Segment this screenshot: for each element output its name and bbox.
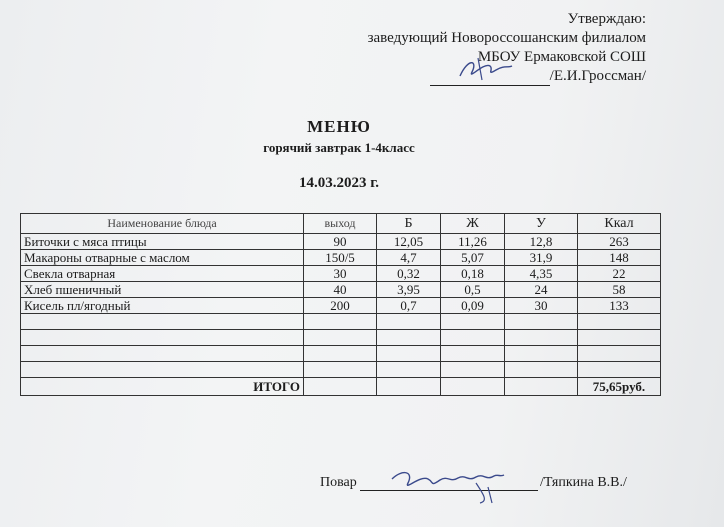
dish-kcal: 148: [578, 250, 661, 266]
table-row: [21, 282, 661, 298]
dish-carbs: 30: [505, 298, 578, 314]
dish-protein: 4,7: [377, 250, 441, 266]
document-subtitle: горячий завтрак 1-4класс: [263, 140, 415, 155]
dish-output: 30: [304, 266, 377, 282]
dish-kcal: 133: [578, 298, 661, 314]
table-header-row: [21, 214, 661, 234]
dish-fat: 5,07: [441, 250, 505, 266]
cook-label: Повар: [320, 475, 357, 490]
table-row: [21, 234, 661, 250]
dish-kcal: 263: [578, 234, 661, 250]
header-fat: Ж: [441, 214, 505, 234]
dish-output: 150/5: [304, 250, 377, 266]
dish-name: Кисель пл/ягодный: [21, 298, 304, 314]
header-dish: Наименование блюда: [21, 214, 304, 234]
dish-name: Макароны отварные с маслом: [21, 250, 304, 266]
total-value: 75,65руб.: [578, 378, 661, 396]
approval-heading: Утверждаю:: [567, 11, 646, 27]
dish-protein: 0,7: [377, 298, 441, 314]
document-title: МЕНЮ: [307, 117, 371, 136]
empty-row: [21, 346, 661, 362]
approval-school: МБОУ Ермаковской СОШ: [477, 49, 646, 65]
total-label: ИТОГО: [21, 378, 304, 396]
dish-fat: 0,18: [441, 266, 505, 282]
menu-table: [20, 213, 661, 396]
document-date: 14.03.2023 г.: [298, 175, 380, 191]
total-row: [21, 378, 661, 396]
dish-kcal: 22: [578, 266, 661, 282]
table-row: [21, 298, 661, 314]
header-output: выход: [304, 214, 377, 234]
approval-signer: /Е.И.Гроссман/: [549, 68, 646, 84]
header-kcal: Ккал: [578, 214, 661, 234]
dish-protein: 12,05: [377, 234, 441, 250]
dish-fat: 11,26: [441, 234, 505, 250]
dish-protein: 0,32: [377, 266, 441, 282]
approval-position: заведующий Новороссошанским филиалом: [367, 30, 646, 46]
empty-row: [21, 314, 661, 330]
dish-name: Хлеб пшеничный: [21, 282, 304, 298]
dish-carbs: 4,35: [505, 266, 578, 282]
dish-protein: 3,95: [377, 282, 441, 298]
dish-output: 90: [304, 234, 377, 250]
dish-carbs: 12,8: [505, 234, 578, 250]
cook-name: /Тяпкина В.В./: [540, 475, 627, 490]
dish-name: Биточки с мяса птицы: [21, 234, 304, 250]
cook-signature: [380, 465, 530, 505]
dish-carbs: 31,9: [505, 250, 578, 266]
dish-carbs: 24: [505, 282, 578, 298]
dish-output: 200: [304, 298, 377, 314]
dish-fat: 0,5: [441, 282, 505, 298]
header-protein: Б: [377, 214, 441, 234]
approver-signature: [438, 54, 558, 84]
dish-kcal: 58: [578, 282, 661, 298]
dish-output: 40: [304, 282, 377, 298]
table-row: [21, 266, 661, 282]
empty-row: [21, 330, 661, 346]
dish-fat: 0,09: [441, 298, 505, 314]
empty-row: [21, 362, 661, 378]
table-row: [21, 250, 661, 266]
header-carbs: У: [505, 214, 578, 234]
dish-name: Свекла отварная: [21, 266, 304, 282]
